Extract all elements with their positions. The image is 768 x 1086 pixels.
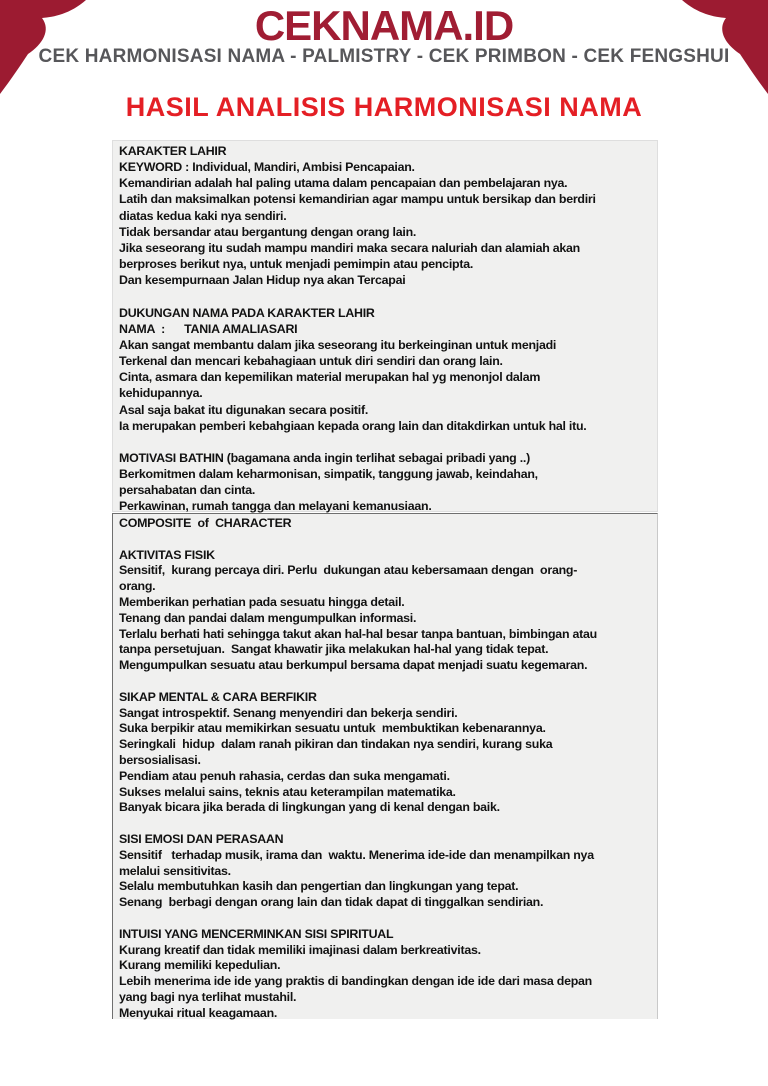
text-line: Asal saja bakat itu digunakan secara positif. bbox=[119, 402, 369, 417]
site-logo: CEKNAMA.ID bbox=[254, 2, 514, 49]
text-line: Pendiam atau penuh rahasia, cerdas dan suka mengamati. bbox=[119, 768, 450, 783]
text-line: Menyukai ritual keagamaan. bbox=[119, 1005, 278, 1020]
text-line: KEYWORD : Individual, Mandiri, Ambisi Pencapaian. bbox=[119, 160, 415, 175]
text-line: Latih dan maksimalkan potensi kemandirian agar mampu untuk bersikap dan berdiri bbox=[119, 192, 596, 207]
text-line: berproses berikut nya, untuk menjadi pemimpin atau pencipta. bbox=[119, 257, 474, 272]
text-line: AKTIVITAS FISIK bbox=[119, 547, 215, 562]
text-line: Kurang memiliki kepedulian. bbox=[119, 958, 281, 973]
text-line: Cinta, asmara dan kepemilikan material merupakan hal yg menonjol dalam bbox=[119, 370, 541, 385]
blank-line bbox=[119, 816, 653, 832]
text-line: Memberikan perhatian pada sesuatu hingga detail. bbox=[119, 594, 405, 609]
text-line: Sensitif, kurang percaya diri. Perlu dukungan atau kebersamaan dengan orang- bbox=[119, 563, 578, 578]
text-line: SISI EMOSI DAN PERASAAN bbox=[119, 831, 284, 846]
text-line: NAMA : TANIA AMALIASARI bbox=[119, 321, 298, 336]
text-line: Seringkali hidup dalam ranah pikiran dan tindakan nya sendiri, kurang suka bbox=[119, 737, 553, 752]
karakter-lahir-box bbox=[112, 140, 658, 512]
text-line: KARAKTER LAHIR bbox=[119, 144, 227, 158]
text-line: tanpa persetujuan. Sangat khawatir jika melakukan hal-hal yang tidak tepat. bbox=[119, 642, 549, 657]
text-line: MOTIVASI BATHIN (bagamana anda ingin terlihat sebagai pribadi yang ..) bbox=[119, 450, 530, 465]
text-line: Perkawinan, rumah tangga dan melayani kemanusiaan. bbox=[119, 499, 432, 514]
text-line: Tenang dan pandai dalam mengumpulkan informasi. bbox=[119, 610, 417, 625]
text-line: bersosialisasi. bbox=[119, 752, 201, 767]
text-line: Terkenal dan mencari kebahagiaan untuk diri sendiri dan orang lain. bbox=[119, 354, 503, 369]
text-line: Suka berpikir atau memikirkan sesuatu untuk membuktikan kebenarannya. bbox=[119, 721, 546, 736]
text-line: persahabatan dan cinta. bbox=[119, 483, 256, 498]
text-line: Ia merupakan pemberi kebahgiaan kepada orang lain dan ditakdirkan untuk hal itu. bbox=[119, 418, 587, 433]
blank-line bbox=[119, 532, 653, 548]
text-line: INTUISI YANG MENCERMINKAN SISI SPIRITUAL bbox=[119, 926, 394, 941]
text-line: Kemandirian adalah hal paling utama dalam pencapaian dan pembelajaran nya. bbox=[119, 176, 568, 191]
text-line: Berkomitmen dalam keharmonisan, simpatik, tanggung jawab, keindahan, bbox=[119, 467, 538, 482]
text-line: Senang berbagi dengan orang lain dan tidak dapat di tinggalkan sendirian. bbox=[119, 895, 544, 910]
text-line: melalui sensitivitas. bbox=[119, 863, 231, 878]
text-line: yang bagi nya terlihat mustahil. bbox=[119, 989, 297, 1004]
text-line: Kurang kreatif dan tidak memiliki imajinasi dalam berkreativitas. bbox=[119, 942, 481, 957]
text-line: Banyak bicara jika berada di lingkungan yang di kenal dengan baik. bbox=[119, 800, 500, 815]
page-title: HASIL ANALISIS HARMONISASI NAMA bbox=[125, 92, 643, 122]
text-line: Sukses melalui sains, teknis atau keterampilan matematika. bbox=[119, 784, 456, 799]
text-line: Akan sangat membantu dalam jika seseorang itu berkeinginan untuk menjadi bbox=[119, 337, 557, 352]
text-line: Sensitif terhadap musik, irama dan waktu. Menerima ide-ide dan menampilkan nya bbox=[119, 847, 594, 862]
text-line: diatas kedua kaki nya sendiri. bbox=[119, 208, 287, 223]
blank-line bbox=[119, 674, 653, 690]
text-line: Terlalu berhati hati sehingga takut akan hal-hal besar tanpa bantuan, bimbingan atau bbox=[119, 626, 597, 641]
text-line: Jika seseorang itu sudah mampu mandiri maka secara naluriah dan alamiah akan bbox=[119, 240, 580, 255]
text-line: kehidupannya. bbox=[119, 386, 203, 401]
composite-of-character-box bbox=[112, 513, 658, 1019]
text-line: COMPOSITE of CHARACTER bbox=[119, 516, 292, 530]
blank-line bbox=[119, 288, 653, 304]
text-line: Sangat introspektif. Senang menyendiri dan bekerja sendiri. bbox=[119, 705, 458, 720]
blank-line bbox=[119, 434, 653, 450]
text-line: SIKAP MENTAL & CARA BERFIKIR bbox=[119, 689, 317, 704]
text-line: orang. bbox=[119, 579, 156, 594]
blank-line bbox=[119, 911, 653, 927]
text-line: Dan kesempurnaan Jalan Hidup nya akan Tercapai bbox=[119, 273, 406, 288]
text-line: Selalu membutuhkan kasih dan pengertian dan lingkungan yang tepat. bbox=[119, 879, 519, 894]
text-line: Tidak bersandar atau bergantung dengan orang lain. bbox=[119, 224, 417, 239]
text-line: Lebih menerima ide ide yang praktis di bandingkan dengan ide ide dari masa depan bbox=[119, 974, 592, 989]
text-line: Mengumpulkan sesuatu atau berkumpul bersama dapat menjadi suatu kegemaran. bbox=[119, 658, 588, 673]
site-tagline: CEK HARMONISASI NAMA - PALMISTRY - CEK PRIMBON - CEK FENGSHUI bbox=[38, 46, 730, 67]
text-line: DUKUNGAN NAMA PADA KARAKTER LAHIR bbox=[119, 305, 375, 320]
